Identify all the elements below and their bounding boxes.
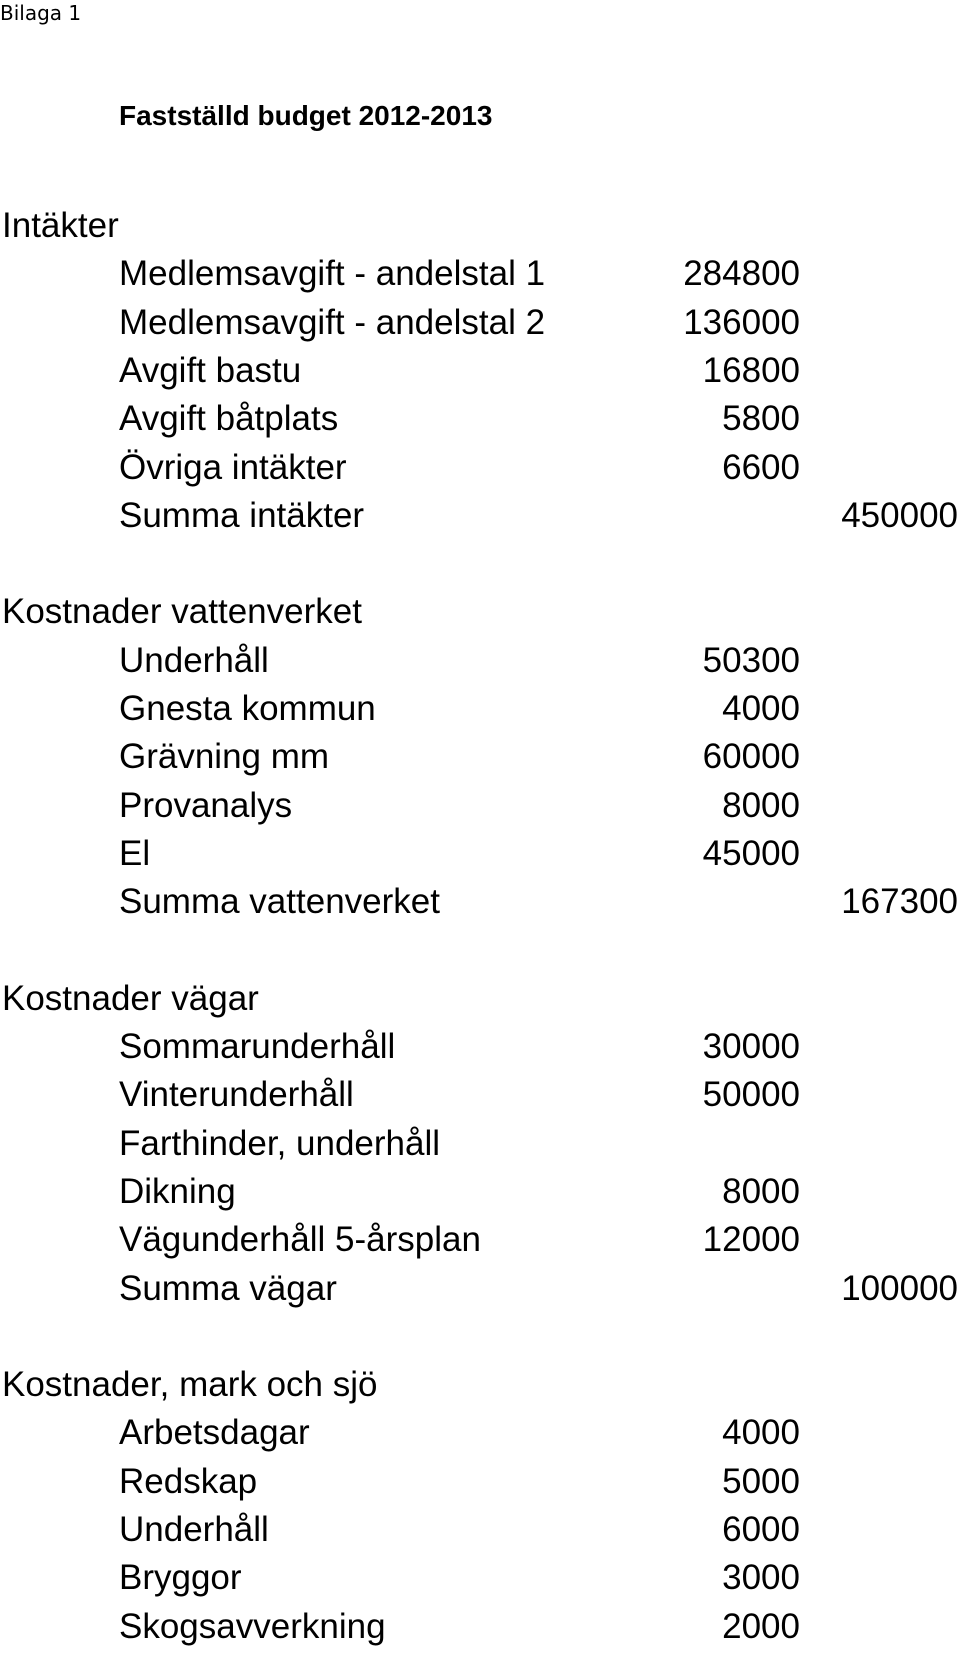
section-heading: [0, 202, 960, 250]
item-label: Medlemsavgift - andelstal 1: [119, 254, 546, 293]
line-item: [0, 637, 960, 685]
line-item: [0, 1603, 960, 1651]
attachment-label: Bilaga 1: [0, 1, 82, 25]
line-item: [0, 250, 960, 298]
item-label: Sommarunderhåll: [119, 1027, 396, 1066]
item-label: Avgift båtplats: [119, 399, 339, 438]
item-label: Redskap: [119, 1462, 258, 1501]
line-item: [0, 782, 960, 830]
section-heading: [0, 588, 960, 636]
line-item: [0, 1554, 960, 1602]
total-row: [0, 492, 960, 540]
line-item: [0, 1506, 960, 1554]
item-amount: 284800: [683, 254, 800, 293]
item-label: Provanalys: [119, 786, 293, 825]
item-amount: 45000: [702, 834, 800, 873]
item-amount: 5000: [722, 1462, 800, 1501]
total-label: Summa vattenverket: [119, 882, 440, 921]
item-label: Skogsavverkning: [119, 1607, 386, 1646]
item-label: Dikning: [119, 1172, 236, 1211]
item-label: Farthinder, underhåll: [119, 1124, 441, 1163]
section-heading-text: Intäkter: [2, 206, 119, 245]
item-amount: 8000: [722, 1172, 800, 1211]
line-item: [0, 347, 960, 395]
item-amount: 60000: [702, 737, 800, 776]
item-label: Gnesta kommun: [119, 689, 376, 728]
item-label: Grävning mm: [119, 737, 330, 776]
item-label: Bryggor: [119, 1558, 242, 1597]
section-heading-text: Kostnader vägar: [2, 979, 259, 1018]
item-amount: 4000: [722, 689, 800, 728]
line-item: [0, 299, 960, 347]
item-label: Övriga intäkter: [119, 448, 347, 487]
line-item: [0, 1458, 960, 1506]
total-label: Summa vägar: [119, 1269, 337, 1308]
item-amount: 3000: [722, 1558, 800, 1597]
section-heading: [0, 975, 960, 1023]
item-label: Underhåll: [119, 1510, 269, 1549]
section-total: 167300: [841, 882, 958, 921]
item-amount: 6600: [722, 448, 800, 487]
total-row: [0, 878, 960, 926]
item-amount: 6000: [722, 1510, 800, 1549]
item-label: Arbetsdagar: [119, 1413, 310, 1452]
item-amount: 5800: [722, 399, 800, 438]
item-label: El: [119, 834, 151, 873]
item-amount: 8000: [722, 786, 800, 825]
item-label: Underhåll: [119, 641, 269, 680]
line-item: [0, 1168, 960, 1216]
item-label: Medlemsavgift - andelstal 2: [119, 303, 546, 342]
line-item: [0, 1023, 960, 1071]
total-row: [0, 1265, 960, 1313]
line-item: [0, 395, 960, 443]
line-item: [0, 733, 960, 781]
line-item: [0, 1216, 960, 1264]
item-label: Vinterunderhåll: [119, 1075, 354, 1114]
item-amount: 50000: [702, 1075, 800, 1114]
page-title: Fastställd budget 2012-2013: [119, 100, 493, 131]
section-total: 450000: [841, 496, 958, 535]
item-amount: 136000: [683, 303, 800, 342]
item-label: Vägunderhåll 5-årsplan: [119, 1220, 481, 1259]
line-item: [0, 830, 960, 878]
item-amount: 16800: [702, 351, 800, 390]
section-heading-text: Kostnader vattenverket: [2, 592, 362, 631]
item-amount: 4000: [722, 1413, 800, 1452]
item-amount: 12000: [702, 1220, 800, 1259]
section-heading-text: Kostnader, mark och sjö: [2, 1365, 378, 1404]
item-amount: 50300: [702, 641, 800, 680]
section-total: 100000: [841, 1269, 958, 1308]
item-amount: 2000: [722, 1607, 800, 1646]
item-label: Avgift bastu: [119, 351, 302, 390]
line-item: [0, 1071, 960, 1119]
line-item: [0, 685, 960, 733]
section-heading: [0, 1361, 960, 1409]
line-item: [0, 1409, 960, 1457]
item-amount: 30000: [702, 1027, 800, 1066]
line-item: [0, 444, 960, 492]
total-label: Summa intäkter: [119, 496, 365, 535]
line-item: [0, 1120, 960, 1168]
